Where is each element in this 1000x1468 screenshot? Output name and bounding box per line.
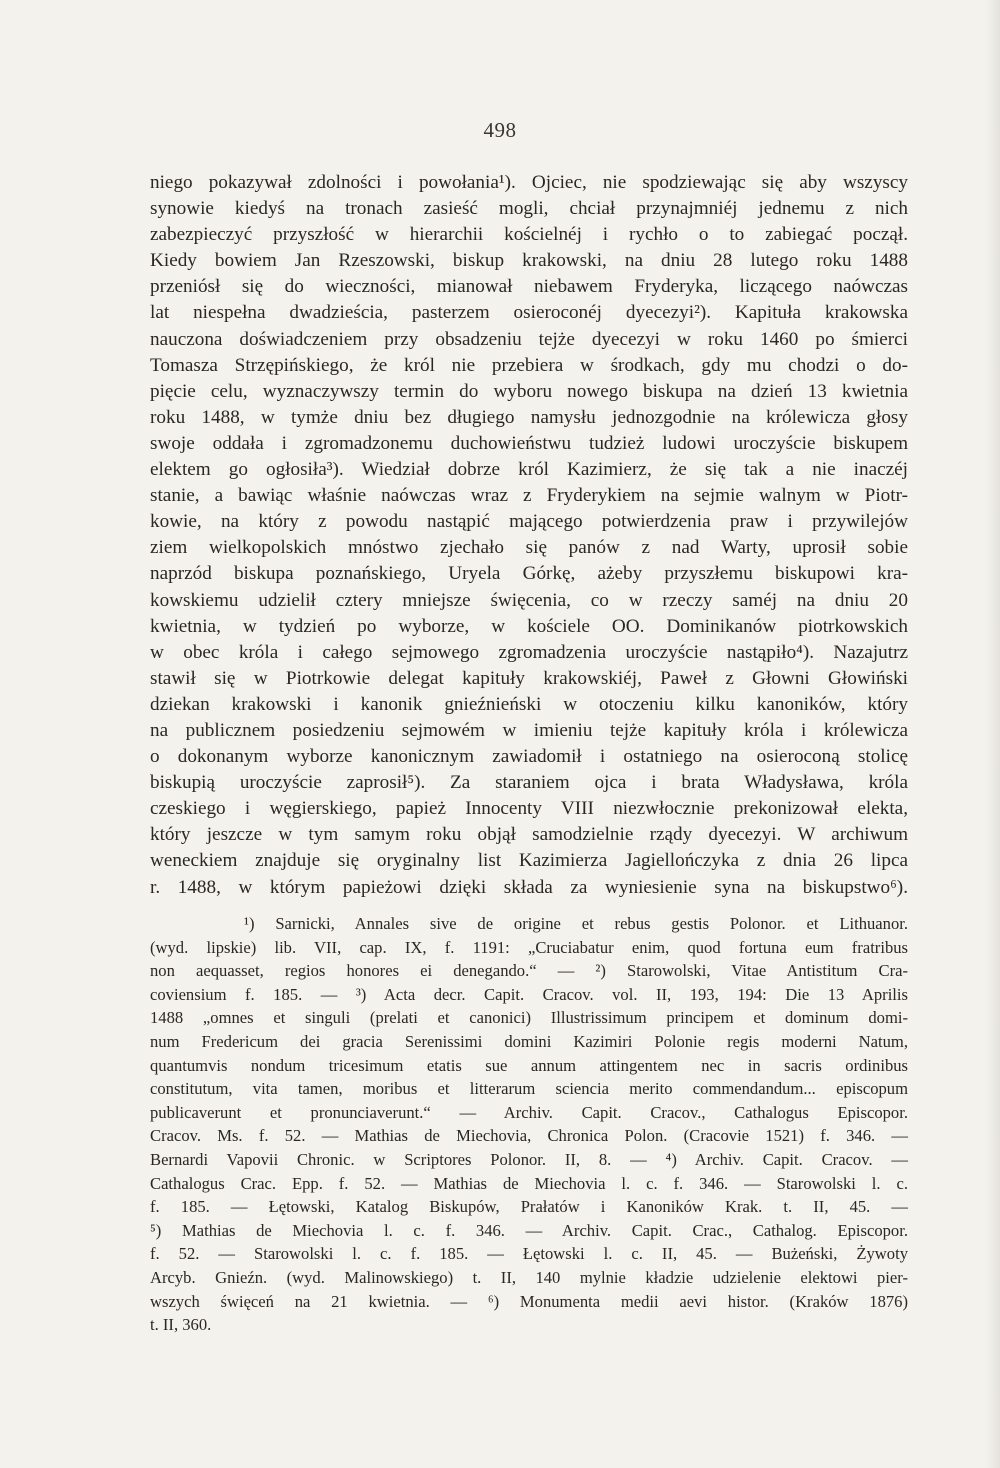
body-line: biskupią uroczyście zaprosił⁵). Za staraniem ojca i brata Władysława, króla	[150, 772, 908, 794]
footnote-line: t. II, 360.	[150, 1315, 212, 1335]
footnote-line: coviensium f. 185. — ³) Acta decr. Capit. Cracov. vol. II, 193, 194: Die 13 Aprilis	[150, 984, 908, 1004]
footnote-line: publicaverunt et pronunciaverunt.“ — Archiv. Capit. Cracov., Cathalogus Episcopor.	[150, 1102, 908, 1122]
body-line: r. 1488, w którym papieżowi dzięki składa za wyniesienie syna na biskupstwo⁶).	[150, 876, 908, 898]
footnote-line: ¹) Sarnicki, Annales sive de origine et rebus gestis Polonor. et Lithuanor.	[244, 914, 908, 933]
body-line: nauczona doświadczeniem przy obsadzeniu tejże dyecezyi w roku 1460 po śmierci	[150, 328, 908, 350]
body-line: zabezpieczyć przyszłość w hierarchii kościelnéj i rychło o to zabiegać począł.	[150, 224, 908, 246]
footnote-line: Arcyb. Gnieźn. (wyd. Malinowskiego) t. II, 140 mylnie kładzie udzielenie elektowi pier-	[150, 1267, 908, 1287]
body-line: kwietnia, w tydzień po wyborze, w kościele OO. Dominikanów piotrkowskich	[150, 615, 908, 637]
body-line: naprzód biskupa poznańskiego, Uryela Górkę, ażeby przyszłemu biskupowi kra-	[150, 563, 908, 585]
footnote-line: Cracov. Ms. f. 52. — Mathias de Miechovia, Chronica Polon. (Cracovie 1521) f. 346. —	[150, 1126, 908, 1146]
body-line: dziekan krakowski i kanonik gnieźnieński w otoczeniu kilku kanoników, który	[150, 693, 908, 715]
body-line: ziem wielkopolskich mnóstwo zjechało się panów z nad Warty, uprosił sobie	[150, 537, 908, 559]
body-line: weneckiem znajduje się oryginalny list Kazimierza Jagiellończyka z dnia 26 lipca	[150, 850, 908, 872]
footnote-line: Cathalogus Crac. Epp. f. 52. — Mathias de Miechovia l. c. f. 346. — Starowolski l. c.	[150, 1173, 908, 1193]
footnote-line: Bernardi Vapovii Chronic. w Scriptores Polonor. II, 8. — ⁴) Archiv. Capit. Cracov. —	[150, 1149, 908, 1169]
body-line: stawił się w Piotrkowie delegat kapituły krakowskiéj, Paweł z Głowni Głowiński	[150, 667, 908, 689]
footnote-line: non aequasset, regios honores ei denegando.“ — ²) Starowolski, Vitae Antistitum Cra-	[150, 961, 908, 981]
footnote-line: quantumvis nondum tricesimum etatis sue annum attingentem nec in sacris ordinibus	[150, 1055, 908, 1075]
footnote-line: (wyd. lipskie) lib. VII, cap. IX, f. 1191: „Cruciabatur enim, quod fortuna eum fratribus	[150, 937, 908, 957]
footnote-line: constitutum, vita tamen, moribus et litterarum sciencia merito commendandum... episcopum	[150, 1079, 908, 1099]
main-body-text	[150, 170, 908, 901]
footnote-line: f. 52. — Starowolski l. c. f. 185. — Łętowski l. c. II, 45. — Bużeński, Żywoty	[150, 1244, 908, 1264]
page-edge-shadow	[986, 0, 1000, 1468]
body-line: pięcie celu, wyznaczywszy termin do wyboru nowego biskupa na dzień 13 kwietnia	[150, 380, 908, 402]
body-line: o dokonanym wyborze kanonicznym zawiadomił i ostatniego na osieroconą stolicę	[150, 746, 908, 768]
page-number: 498	[483, 118, 517, 142]
body-line: stanie, a bawiąc właśnie naówczas wraz z Fryderykiem na sejmie walnym w Piotr-	[150, 485, 908, 507]
body-line: lat niespełna dwadzieścia, pasterzem osieroconéj dyecezyi²). Kapituła krakowska	[150, 302, 908, 324]
body-line: Kiedy bowiem Jan Rzeszowski, biskup krakowski, na dniu 28 lutego roku 1488	[150, 250, 908, 272]
body-line: który jeszcze w tym samym roku objął samodzielnie rządy dyecezyi. W archiwum	[150, 824, 908, 846]
body-line: na publicznem posiedzeniu sejmowém w imieniu tejże kapituły króla i królewicza	[150, 719, 908, 741]
body-line: przeniósł się do wieczności, mianował niebawem Fryderyka, liczącego naówczas	[150, 276, 908, 298]
body-line: niego pokazywał zdolności i powołania¹). Ojciec, nie spodziewając się aby wszyscy	[150, 172, 908, 193]
footnote-line: wszych święceń na 21 kwietnia. — ⁶) Monumenta medii aevi histor. (Kraków 1876)	[150, 1291, 908, 1311]
body-line: elektem go ogłosiła³). Wiedział dobrze król Kazimierz, że się tak a nie inaczéj	[150, 459, 908, 481]
body-line: w obec króla i całego sejmowego zgromadzenia uroczyście nastąpiło⁴). Nazajutrz	[150, 641, 908, 663]
body-line: synowie kiedyś na tronach zasieść mogli, chciał przynajmniéj jednemu z nich	[150, 198, 908, 220]
body-line: kowskiemu udzielił cztery mniejsze święcenia, co w rzeczy saméj na dniu 20	[150, 589, 908, 611]
body-line: roku 1488, w tymże dniu bez długiego namysłu jednozgodnie na królewicza głosy	[150, 406, 908, 428]
body-line: swoje oddała i zgromadzonemu duchowieństwu tudzież ludowi uroczyście biskupem	[150, 432, 908, 454]
footnotes	[150, 912, 908, 1337]
body-line: czeskiego i węgierskiego, papież Innocenty VIII niezwłocznie prekonizował elekta,	[150, 798, 908, 820]
footnote-line: f. 185. — Łętowski, Katalog Biskupów, Prałatów i Kanoników Krak. t. II, 45. —	[150, 1197, 908, 1217]
body-line: kowie, na który z powodu nastąpić mającego potwierdzenia praw i przywilejów	[150, 511, 908, 533]
body-line: Tomasza Strzępińskiego, że król nie przebiera w środkach, gdy mu chodzi o do-	[150, 354, 908, 376]
footnote-line: num Fredericum dei gracia Serenissimi domini Kazimiri Polonie regis moderni Natum,	[150, 1031, 908, 1051]
footnote-line: 1488 „omnes et singuli (prelati et canonici) Illustrissimum principem et dominum domi-	[150, 1008, 908, 1028]
footnote-line: ⁵) Mathias de Miechovia l. c. f. 346. — Archiv. Capit. Crac., Cathalog. Episcopor.	[150, 1220, 908, 1240]
